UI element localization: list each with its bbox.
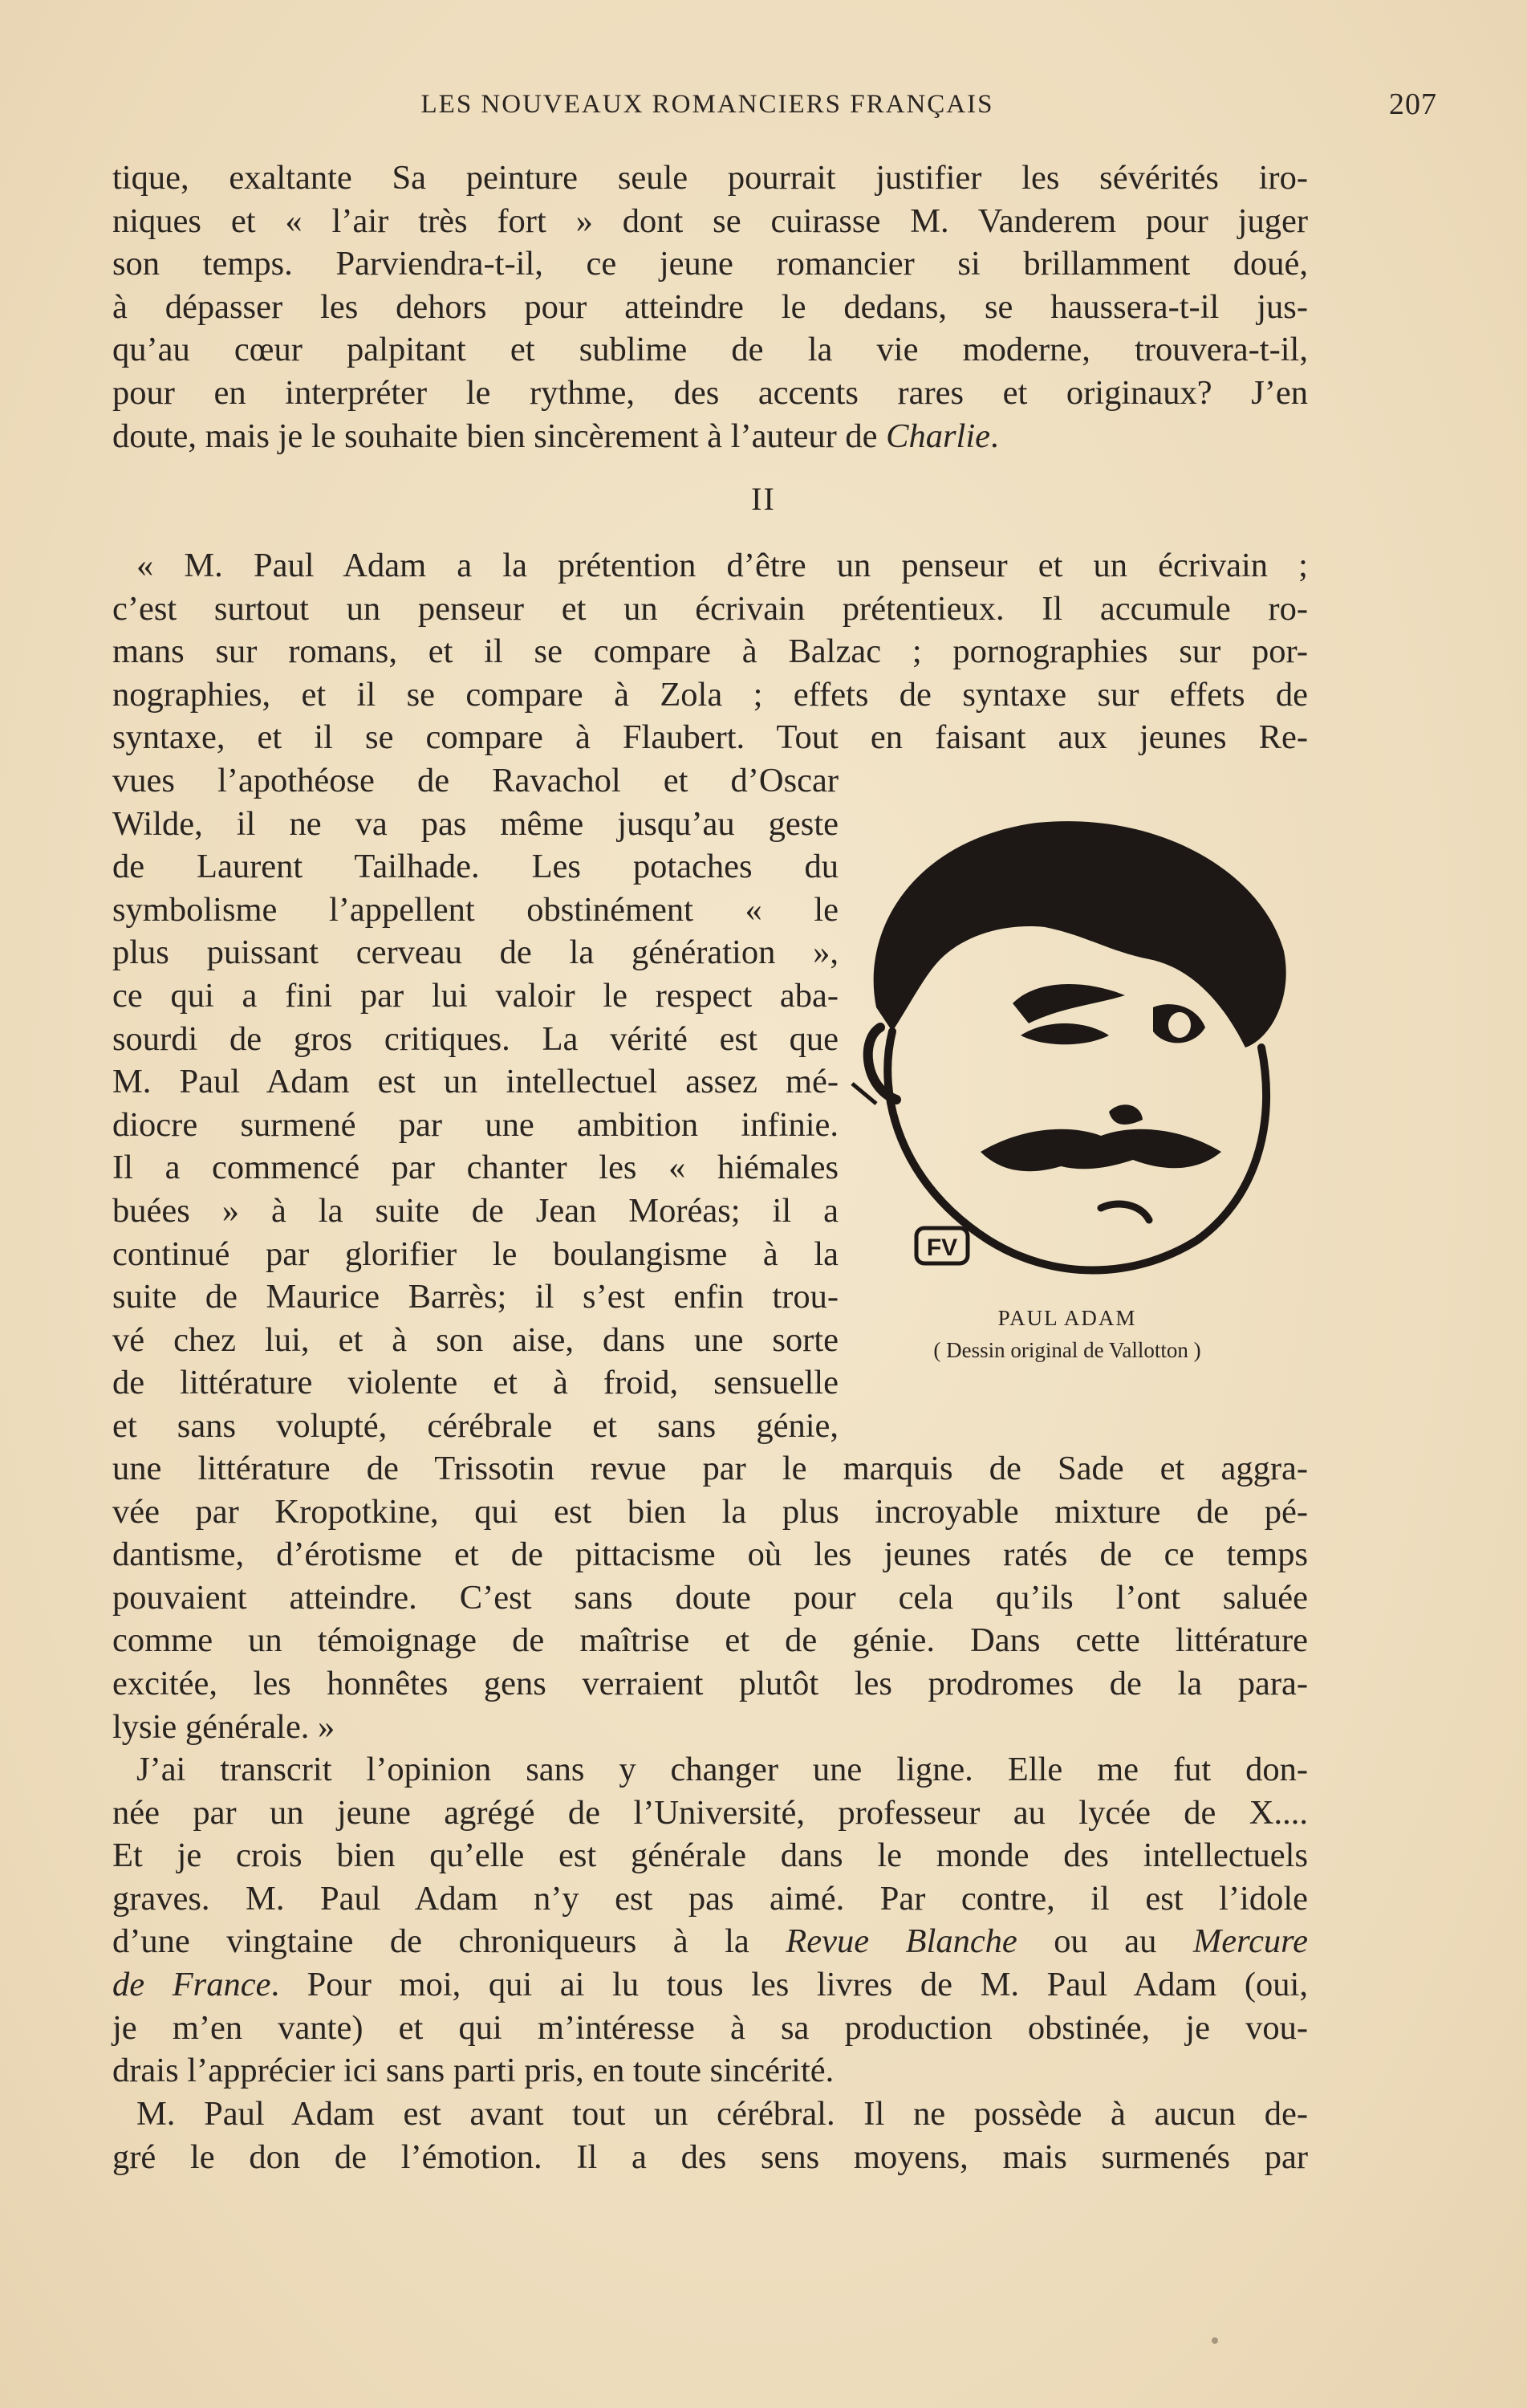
section-number: II (751, 481, 776, 517)
text-line: diocre surmené par une ambition infinie. (112, 1105, 839, 1144)
text-line: vé chez lui, et à son aise, dans une sorte (112, 1320, 839, 1359)
caption-credit: ( Dessin original de Vallotton ) (933, 1338, 1201, 1362)
text-line (112, 1963, 1308, 2007)
text-line: excitée, les honnêtes gens verraient plutôt les prodromes de la para- (112, 1664, 1308, 1702)
text-line: J’ai transcrit l’opinion sans y changer une ligne. Elle me fut don- (136, 1751, 1308, 1788)
paper-speck (1212, 2337, 1218, 2344)
text-line: Il a commencé par chanter les « hiémales (112, 1149, 839, 1187)
text-line: son temps. Parviendra-t-il, ce jeune romancier si brillamment doué, (112, 245, 1308, 283)
journal-title-italic: Mercure (1192, 1922, 1309, 1961)
text-line: buées » à la suite de Jean Moréas; il a (112, 1191, 839, 1230)
text-line: sourdi de gros critiques. La vérité est que (112, 1019, 839, 1058)
running-title: LES NOUVEAUX ROMANCIERS FRANÇAIS (420, 89, 994, 119)
text-run: doute, mais je le souhaite bien sincèrement à l’auteur de (112, 417, 887, 455)
text-line: Et je crois bien qu’elle est générale dans le monde des intellectuels (112, 1837, 1308, 1875)
text-line (112, 1920, 1308, 1963)
illustration-caption (883, 1302, 1252, 1366)
paragraph-4 (112, 2093, 1308, 2178)
text-line: continué par glorifier le boulangisme à la (112, 1235, 839, 1273)
text-line: lysie générale. » (112, 1707, 335, 1746)
text-line: et sans volupté, cérébrale et sans génie, (112, 1406, 839, 1445)
text-line: mans sur romans, et il se compare à Balzac ; pornographies sur por- (112, 633, 1308, 671)
text-line: tique, exaltante Sa peinture seule pourrait justifier les sévérités iro- (112, 159, 1308, 197)
text-line: symbolisme l’appellent obstinément « le (112, 890, 839, 929)
text-line: comme un témoignage de maîtrise et de génie. Dans cette littérature (112, 1621, 1308, 1660)
text-line: Wilde, il ne va pas même jusqu’au geste (112, 804, 839, 843)
artist-monogram: FV (926, 1235, 958, 1261)
text-line: M. Paul Adam est un intellectuel assez mé- (112, 1063, 839, 1101)
journal-title-italic: Revue Blanche (786, 1922, 1017, 1961)
quote-bottom (112, 1447, 1308, 1748)
text-line: une littérature de Trissotin revue par le marquis de Sade et aggra- (112, 1450, 1308, 1487)
text-line (112, 415, 1308, 458)
text-line: qu’au cœur palpitant et sublime de la vie moderne, trouvera-t-il, (112, 331, 1308, 369)
quote-narrow-column (112, 759, 839, 1448)
text-line: niques et « l’air très fort » dont se cuirasse M. Vanderem pour juger (112, 201, 1308, 240)
text-line: M. Paul Adam est avant tout un cérébral. Il ne possède à aucun de- (136, 2095, 1308, 2133)
text-line: vues l’apothéose de Ravachol et d’Oscar (112, 762, 839, 799)
text-line: pour en interpréter le rythme, des accents rares et originaux? J’en (112, 373, 1308, 412)
text-line: à dépasser les dehors pour atteindre le dedans, se haussera-t-il jus- (112, 287, 1308, 326)
text-run: . (990, 417, 999, 455)
text-run: . Pour moi, qui ai lu tous les livres de M. Paul Adam (oui, (270, 1965, 1308, 2003)
portrait-illustration (844, 807, 1293, 1288)
page-number: 207 (1389, 87, 1437, 121)
text-line: je m’en vante) et qui m’intéresse à sa production obstinée, je vou- (112, 2008, 1308, 2047)
text-line: née par un jeune agrégé de l’Université, professeur au lycée de X.... (112, 1793, 1308, 1832)
quote-top (112, 544, 1308, 759)
text-run: d’une vingtaine de chroniqueurs à la (112, 1922, 786, 1961)
text-run: ou au (1017, 1922, 1193, 1961)
text-line: de Laurent Tailhade. Les potaches du (112, 848, 839, 886)
text-line: de littérature violente et à froid, sensuelle (112, 1364, 839, 1402)
text-line: c’est surtout un penseur et un écrivain prétentieux. Il accumule ro- (112, 589, 1308, 628)
text-line: dantisme, d’érotisme et de pittacisme où les jeunes ratés de ce temps (112, 1536, 1308, 1574)
text-line: ce qui a fini par lui valoir le respect aba- (112, 976, 839, 1015)
caption-name: PAUL ADAM (997, 1306, 1137, 1330)
text-line: pouvaient atteindre. C’est sans doute pour cela qu’ils l’ont saluée (112, 1578, 1308, 1617)
paragraph-3 (112, 1748, 1308, 2093)
text-line: plus puissant cerveau de la génération », (112, 934, 839, 972)
text-line: gré le don de l’émotion. Il a des sens moyens, mais surmenés par (112, 2138, 1308, 2176)
book-title-italic: Charlie (886, 417, 991, 455)
text-line: graves. M. Paul Adam n’y est pas aimé. Par contre, il est l’idole (112, 1879, 1308, 1918)
text-line: drais l’apprécier ici sans parti pris, en toute sincérité. (112, 2052, 835, 2090)
text-line: nographies, et il se compare à Zola ; effets de syntaxe sur effets de (112, 675, 1308, 714)
text-line: suite de Maurice Barrès; il s’est enfin trou- (112, 1278, 839, 1316)
running-head (112, 80, 1437, 128)
text-line: syntaxe, et il se compare à Flaubert. Tout en faisant aux jeunes Re- (112, 718, 1308, 757)
text-line: vée par Kropotkine, qui est bien la plus incroyable mixture de pé- (112, 1492, 1308, 1531)
journal-title-italic: de France (112, 1965, 271, 2003)
paragraph-1 (112, 157, 1308, 458)
text-line: « M. Paul Adam a la prétention d’être un penseur et un écrivain ; (136, 547, 1308, 584)
